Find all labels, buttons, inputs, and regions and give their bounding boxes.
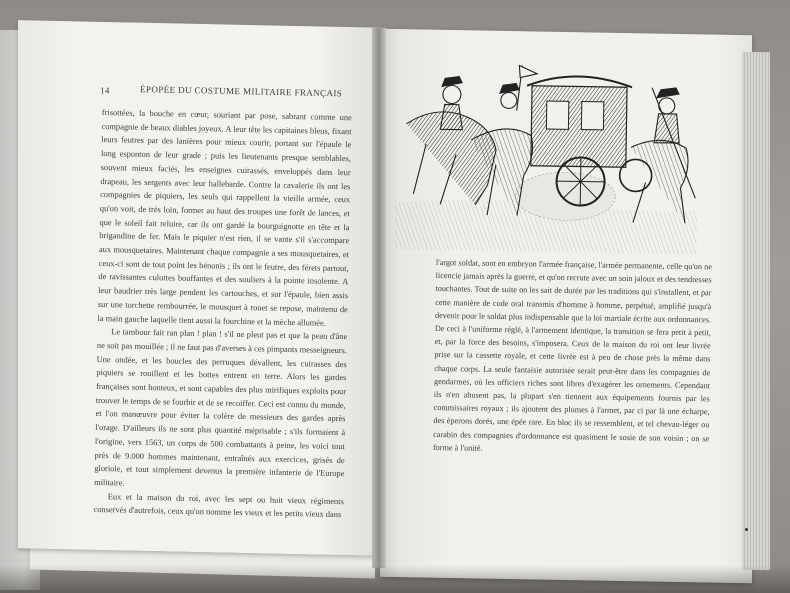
- page-number: 14: [99, 85, 110, 96]
- right-paragraph-1: l'argot soldat, sont en embryon l'armée française, l'armée permanente, celle qu'on ne licencie jamais après la guerre, et qu'on recrute avec un soin jaloux et des tendresses touchantes. Tout de suite on les sait de durée par les traditions qui s'installent, et par cette manière de code oral transmis d'homme à homme, perpétué, amplifié jusqu'à devenir pour le soldat plus indispensable que la loi martiale écrite aux ordonnances. De ceci à l'uniforme réglé, à l'armement identique, la transition se fera petit à petit, et, par la force des besoins, s'imposera. Ceux de la maison du roi ont leur livrée prise sur la cassette royale, et cette livrée est à peu de chose près la même dans chaque corps. La seule fantaisie autorisée serait peut-être dans les compagnies de gendarmes, où les officiers riches sont libres d'exagérer les ornements. Cependant ils n'en abusent pas, la plupart s'en tiennent aux équipements fournis par les commissaires royaux ; ils ajoutent des plumes à l'armet, par ci par là une écharpe, des éperons dorés, une épée rare. En bloc ils se ressemblent, et tel chevau-léger ou carabin des compagnies d'ordonnance est quasiment le sosie de son voisin ; on se forme à l'unité.: [432, 257, 712, 453]
- running-head-title: ÉPOPÉE DU COSTUME MILITAIRE FRANÇAIS: [139, 84, 343, 99]
- right-page-text: [433, 256, 712, 458]
- left-page-text: [93, 106, 352, 522]
- horsemen-group: [405, 64, 537, 216]
- rider-right: [630, 87, 697, 223]
- table-shadow: [0, 565, 790, 593]
- left-paragraph-1: frisottées, la bouche en cœur, souriant par pose, sabrant comme une compagnie de beaux diables joyeux. A leur tête les capitaines bleus, fixant leurs feutres par des lanières pour mieux courir, portant sur l'épaule le long esponton de leur grade ; puis les lieutenants presque semblables, souvent mieux faciés, les enseignes cuirassés, enveloppés dans leur drapeau, les sergents avec leur hallebarde. Contre la cavalerie ils ont les compagnies de piquiers, les seuls qui rappellent la vieille armée, ceux qu'on voit, de très loin, former au haut des troupes une forêt de lances, et que le soleil fait reluire, car ils ont gardé la bourguignotte en tête et la brigandine de fer. Mais le piquier n'est rien, il se vante s'il s'accompare aux mousquetaires. Maintenant chaque compagnie a ses mousquetaires, et ceux-ci sont de tout point les bénonis ; ils ont le feutre, des férets partout, de ravissantes culottes bouffantes et des souliers à la pointe insolente. A leur baudrier très large pendent les cartouches, et sur l'épaule, bien assis sur une torchette rembourrée, le mousquet à rouet se repose, maintenu de la main gauche laquelle tient aussi la fourchine et la mèche allumée.: [97, 107, 352, 328]
- page-speck: [745, 528, 748, 531]
- page-edges: [742, 52, 770, 570]
- left-paragraph-2: Le tambour fait ran plan ! plan ! s'il ne pleut pas et que la peau d'âne ne soit pas mouillée ; il ne faut pas d'averses à ces pimpants messeigneurs. Une ondée, et les boucles des perruques dévallent, les cuirasses des piquiers se rouillent et les bottes entrent en terre. Alors les gardes françaises sont honteux, et sont capables des plus mirifiques exploits pour trouver le temps de se fourbir et de se recoiffer. Ceci est connu du monde, et l'on manœuvre pour éviter la colère de messieurs des gardes après l'orage. D'ailleurs ils ne sont plus quantité méprisable ; s'ils formaient à l'origine, vers 1563, un corps de 500 combattants à peine, les voici tout près de 9.000 hommes maintenant, entraînés aux exercices, grisés de gloriole, et tout simplement devenus la première infanterie de l'Europe militaire.: [94, 327, 348, 488]
- engraving-illustration: [394, 54, 699, 255]
- left-paragraph-3: Eux et la maison du roi, avec les sept ou huit vieux régiments conservés d'autrefois, ceux qu'on nomme les vieux et les petits vieux dans: [93, 491, 344, 520]
- book-gutter: [372, 28, 386, 568]
